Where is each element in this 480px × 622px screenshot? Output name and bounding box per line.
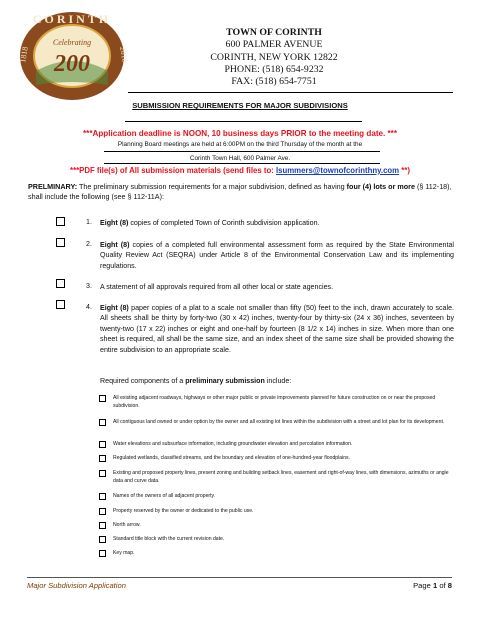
town-fax: FAX: (518) 654-7751	[231, 76, 317, 88]
component-3-text: Water elevations and subsurface information, including groundwater elevation and percolation information.	[113, 441, 353, 447]
component-8-text: North arrow.	[113, 522, 141, 528]
item-2-text	[100, 240, 454, 271]
pdf-note-colon: :	[271, 166, 276, 175]
component-2-checkbox[interactable]	[99, 419, 106, 426]
town-city: CORINTH, NEW YORK 12822	[210, 51, 338, 63]
component-9-checkbox[interactable]	[99, 536, 106, 543]
component-10-checkbox[interactable]	[99, 550, 106, 557]
item-4-bold: Eight (8)	[100, 304, 129, 312]
meeting-info-line-1: Planning Board meetings are held at 6:00PM on the third Thursday of the month at the	[117, 141, 363, 148]
prelim-bold: four (4) lots or more	[346, 182, 415, 191]
component-9-text: Standard title block with the current revision date.	[113, 536, 225, 542]
seal-script-text: Celebrating	[52, 38, 92, 47]
required-suffix: include:	[264, 377, 292, 385]
page-total: 8	[447, 581, 452, 590]
item-3-checkbox[interactable]	[56, 279, 65, 288]
footer-document-name: Major Subdivision Application	[27, 581, 126, 590]
item-2-number: 2.	[86, 240, 92, 248]
component-6-checkbox[interactable]	[99, 493, 106, 500]
document-title: SUBMISSION REQUIREMENTS FOR MAJOR SUBDIVISIONS	[132, 101, 348, 110]
meeting-divider-1	[104, 151, 380, 152]
seal-right-year: 2018	[118, 45, 130, 64]
town-name: TOWN OF CORINTH	[226, 27, 322, 38]
item-4-number: 4.	[86, 303, 92, 311]
town-seal-logo	[16, 9, 128, 102]
item-4-checkbox[interactable]	[56, 300, 65, 309]
letterhead	[140, 27, 408, 88]
component-10-text: Key map.	[113, 550, 135, 556]
component-2-text: All contiguous land owned or under option by the owner and all existing lot lines within the subdivision with a street and lot plan for its development.	[113, 419, 445, 425]
component-7-text: Property reserved by the owner or dedicated to the public use.	[113, 508, 254, 514]
page-indicator	[413, 581, 452, 590]
pdf-submission-note	[0, 166, 480, 175]
prelim-label: PRELMINARY:	[28, 182, 78, 191]
item-2-checkbox[interactable]	[56, 238, 65, 247]
title-divider	[125, 121, 362, 122]
item-1-text	[100, 218, 454, 228]
prelim-text-1: The preliminary submission requirements for a major subdivision, defined as having	[77, 182, 347, 191]
item-1-number: 1.	[86, 218, 92, 226]
page-sep: of	[437, 581, 448, 590]
pdf-note-prefix: ***PDF file(s) of All submission materials (send files to	[70, 166, 272, 175]
page-prefix: Page	[413, 581, 433, 590]
item-3-body: A statement of all approvals required from all other local or state agencies.	[100, 283, 334, 291]
component-1-text: All existing adjacent roadways, highways or other major public or private improvements planned for future construction on or near the proposed subdivision.	[113, 395, 436, 409]
component-4-text: Regulated wetlands, classified streams, and the boundary and elevation of one-hundred-year floodplains.	[113, 455, 351, 461]
item-1-checkbox[interactable]	[56, 217, 65, 226]
required-prefix: Required components of a	[100, 377, 186, 385]
component-7-checkbox[interactable]	[99, 508, 106, 515]
meeting-divider-2	[104, 163, 380, 164]
component-5-text: Existing and proposed property lines, present zoning and building setback lines, easement and right-of-way lines, with dimensions, azimuths or angle data and curve data.	[113, 470, 449, 484]
item-1-body: copies of completed Town of Corinth subdivision application.	[128, 219, 320, 227]
prelim-text-2: (§ 112-18), shall include the following (see § 112-11A):	[28, 182, 452, 202]
header-divider	[128, 92, 453, 93]
item-4-body: paper copies of a plat to a scale not smaller than fifty (50) feet to the inch, drawn accurately to scale. All sheets shall be thirty by forty-two (30 x 42) inches, twenty-four by thirty-six (24 x 36) inches, seventeen by twenty-two (17 x 22) inches or eight and one-half by fourteen (8 1/2 x 14) inches in size. When more than one sheet is required, all shall be the same size, and an index sheet of the same size shall be provided showing the entire subdivision to an appropriate scale.	[100, 304, 454, 354]
footer-divider	[27, 577, 452, 578]
item-3-text	[100, 282, 454, 292]
item-3-number: 3.	[86, 282, 92, 290]
page-current: 1	[432, 581, 438, 590]
component-5-checkbox[interactable]	[99, 470, 106, 477]
component-8-checkbox[interactable]	[99, 522, 106, 529]
seal-top-text: CORINTH	[32, 12, 112, 26]
required-bold: preliminary submission	[185, 377, 265, 385]
seal-number: 200	[54, 51, 90, 77]
item-2-bold: Eight (8)	[100, 241, 130, 249]
town-phone: PHONE: (518) 654-9232	[224, 63, 324, 75]
preliminary-paragraph	[28, 182, 452, 203]
component-4-checkbox[interactable]	[99, 455, 106, 462]
item-1-bold: Eight (8)	[100, 219, 129, 227]
component-6-text: Names of the owners of all adjacent property.	[113, 493, 216, 499]
town-address: 600 PALMER AVENUE	[225, 39, 323, 51]
email-link[interactable]: lsummers@townofcorinthny.com	[275, 166, 400, 175]
seal-left-year: 1818	[18, 46, 30, 64]
component-3-checkbox[interactable]	[99, 441, 106, 448]
required-components-heading	[100, 377, 291, 385]
meeting-info-line-2: Corinth Town Hall, 600 Palmer Ave.	[189, 155, 291, 162]
pdf-note-suffix: **)	[399, 166, 410, 175]
deadline-notice: ***Application deadline is NOON, 10 business days PRIOR to the meeting date. ***	[83, 129, 397, 138]
item-2-body: copies of a completed full environmental assessment form as required by the State Environmental Quality Review Act (SEQRA) under Article 8 of the Environmental Conservation Law and its implementing regulations.	[100, 241, 454, 270]
component-1-checkbox[interactable]	[99, 395, 106, 402]
item-4-text	[100, 303, 454, 355]
